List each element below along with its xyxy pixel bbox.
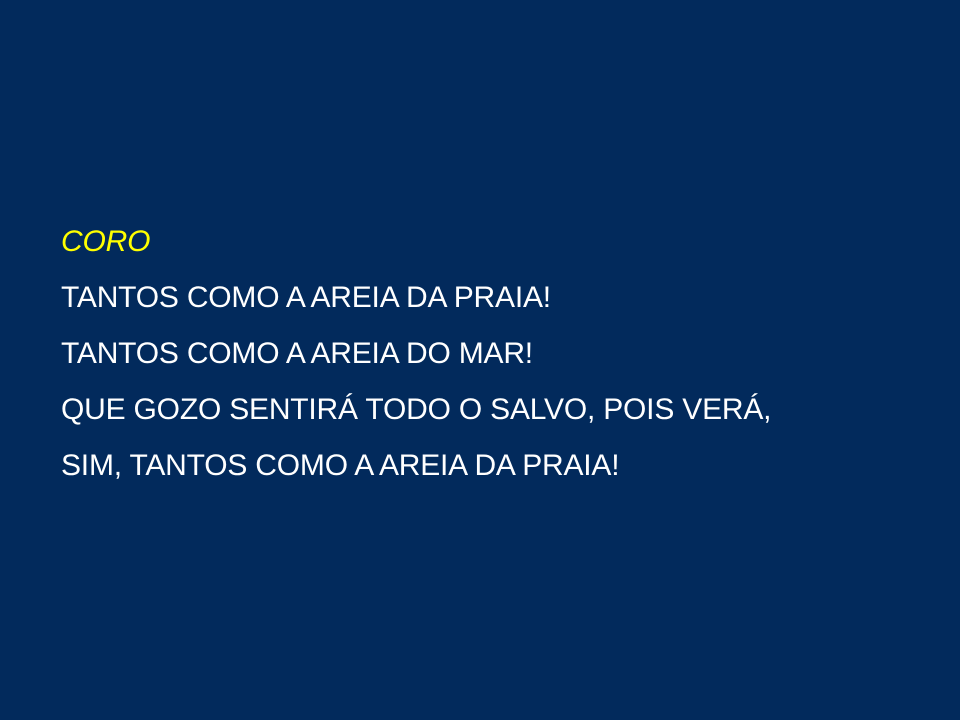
lyric-line-2: TANTOS COMO A AREIA DO MAR! [61,337,533,370]
chorus-heading: CORO [61,225,151,258]
lyrics-block [61,214,960,494]
lyric-line-3: QUE GOZO SENTIRÁ TODO O SALVO, POIS VERÁ, [61,393,772,426]
lyric-line-1: TANTOS COMO A AREIA DA PRAIA! [61,281,551,314]
lyric-line-4: SIM, TANTOS COMO A AREIA DA PRAIA! [61,449,620,482]
